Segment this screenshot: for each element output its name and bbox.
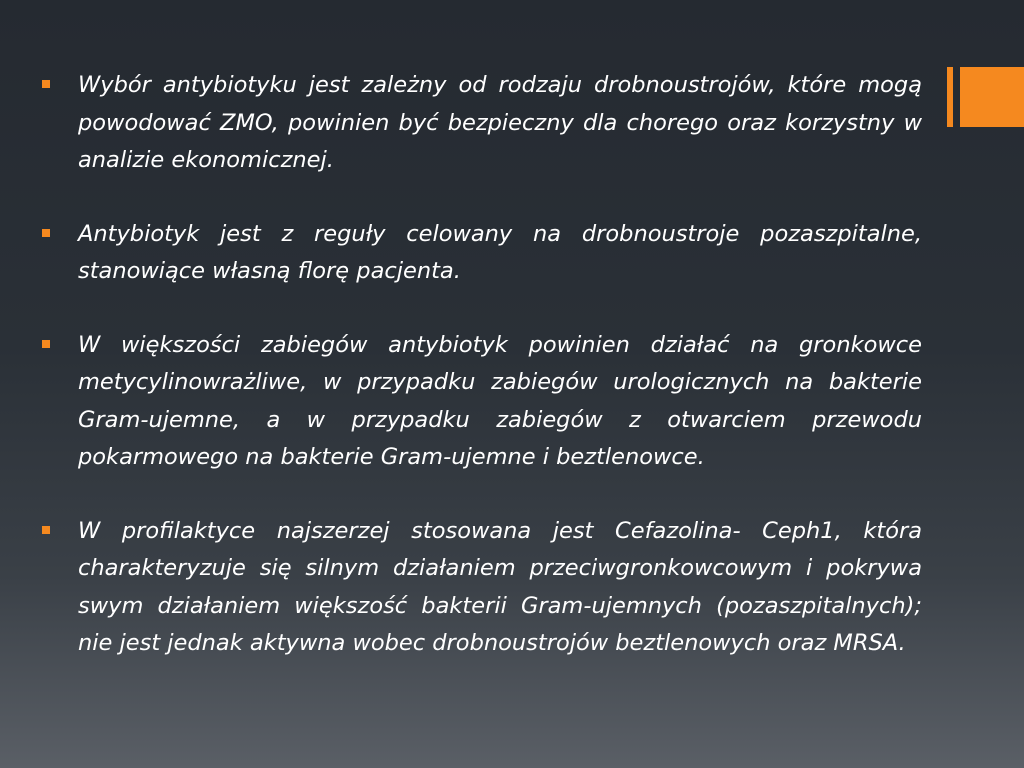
bullet-text: W profilaktyce najszerzej stosowana jest Cefazolina- Ceph1, która charakteryzuje się silnym działaniem przeciwgronkowcowym i pokrywa swym działaniem większość bakterii Gram-ujemnych (pozaszpitalnych); nie jest jednak aktywna wobec drobnoustrojów beztlenowych oraz MRSA. — [78, 517, 922, 656]
bullet-item — [40, 327, 922, 477]
bullet-item — [40, 67, 922, 180]
bullet-item — [40, 513, 922, 663]
bullet-item — [40, 216, 922, 291]
bullet-text: W większości zabiegów antybiotyk powinien działać na gronkowce metycylinowrażliwe, w przypadku zabiegów urologicznych na bakterie Gram-ujemne, a w przypadku zabiegów z otwarciem przewodu pokarmowego na bakterie Gram-ujemne i beztlenowce. — [78, 331, 922, 470]
accent-bar-thin — [947, 67, 953, 127]
square-bullet-icon — [42, 340, 50, 348]
bullet-text: Antybiotyk jest z reguły celowany na drobnoustroje pozaszpitalne, stanowiące własną florę pacjenta. — [78, 220, 922, 284]
bullet-text: Wybór antybiotyku jest zależny od rodzaju drobnoustrojów, które mogą powodować ZMO, powinien być bezpieczny dla chorego oraz korzystny w analizie ekonomicznej. — [78, 72, 922, 173]
accent-bar-thick — [960, 67, 1024, 127]
square-bullet-icon — [42, 80, 50, 88]
square-bullet-icon — [42, 229, 50, 237]
bullet-list — [40, 67, 922, 699]
square-bullet-icon — [42, 526, 50, 534]
